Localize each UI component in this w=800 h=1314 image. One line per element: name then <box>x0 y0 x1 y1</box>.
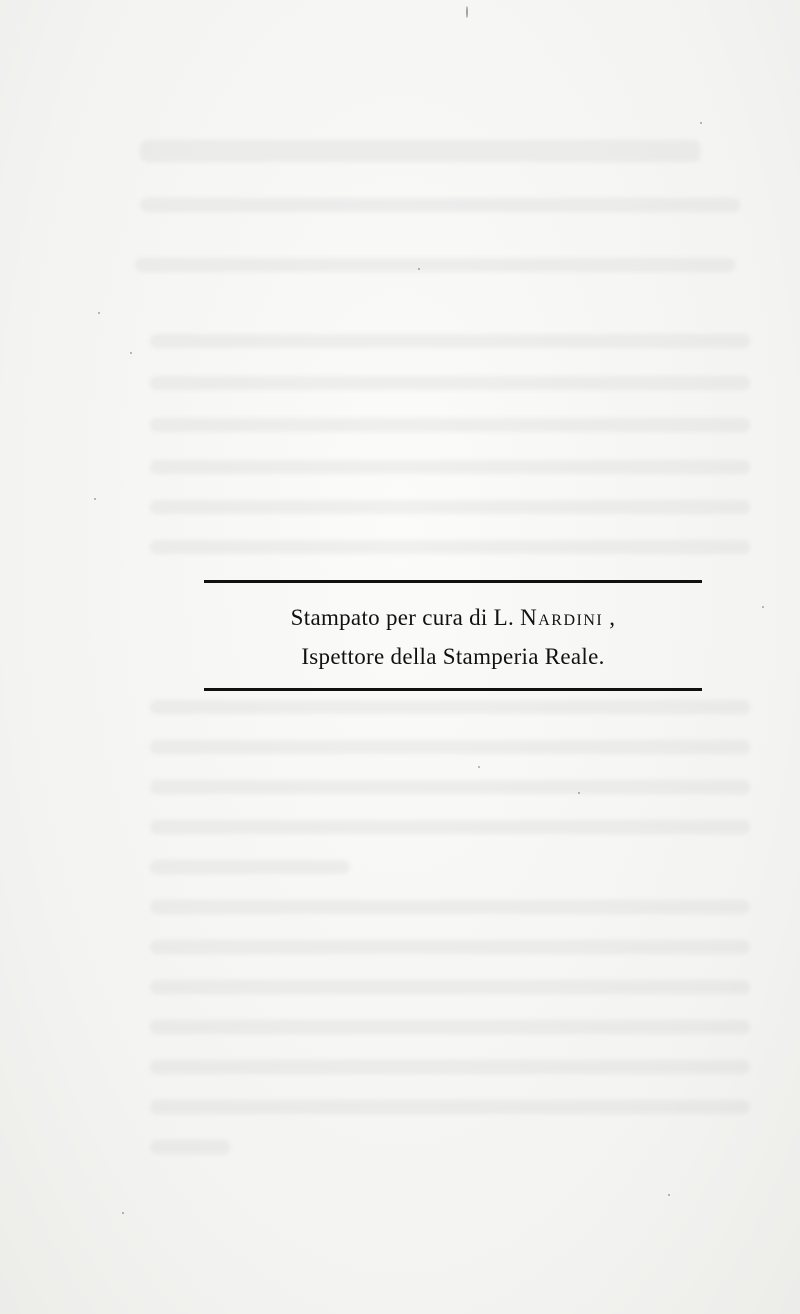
bleed-through-line <box>150 780 750 794</box>
bleed-through-line <box>150 334 750 348</box>
ink-speck <box>478 766 480 768</box>
bleed-through-line <box>140 198 740 212</box>
bleed-through-line <box>150 418 750 432</box>
bleed-through-line <box>150 940 750 954</box>
imprint-line-printer <box>204 606 702 629</box>
imprint-line-title: Ispettore della Stamperia Reale. <box>301 644 605 669</box>
ink-speck <box>578 792 580 794</box>
ink-speck <box>700 122 702 124</box>
ink-speck <box>130 352 132 354</box>
bleed-through-line <box>150 900 750 914</box>
bleed-through-line <box>150 1140 230 1154</box>
imprint-prefix: Stampato per cura di L. <box>290 605 521 630</box>
bleed-through-heading <box>140 140 700 162</box>
ink-speck <box>466 6 468 18</box>
imprint-suffix: , <box>603 605 616 630</box>
bleed-through-line <box>150 1060 750 1074</box>
bleed-through-line <box>150 700 750 714</box>
ink-speck <box>418 268 420 270</box>
bleed-through-line <box>150 820 750 834</box>
bleed-through-line <box>150 1100 750 1114</box>
ink-speck <box>668 1194 670 1196</box>
bleed-through-line <box>135 258 735 272</box>
ink-speck <box>98 312 100 314</box>
bleed-through-line <box>150 460 750 474</box>
bleed-through-line <box>150 376 750 390</box>
bleed-through-line <box>150 860 350 874</box>
ink-speck <box>94 498 96 500</box>
bleed-through-line <box>150 540 750 554</box>
bottom-rule <box>204 688 702 691</box>
bleed-through-line <box>150 500 750 514</box>
bleed-through-line <box>150 1020 750 1034</box>
top-rule <box>204 580 702 583</box>
bleed-through-line <box>150 740 750 754</box>
ink-speck <box>762 606 764 608</box>
ink-speck <box>122 1212 124 1214</box>
printer-name: Nardini <box>520 605 604 630</box>
bleed-through-line <box>150 980 750 994</box>
